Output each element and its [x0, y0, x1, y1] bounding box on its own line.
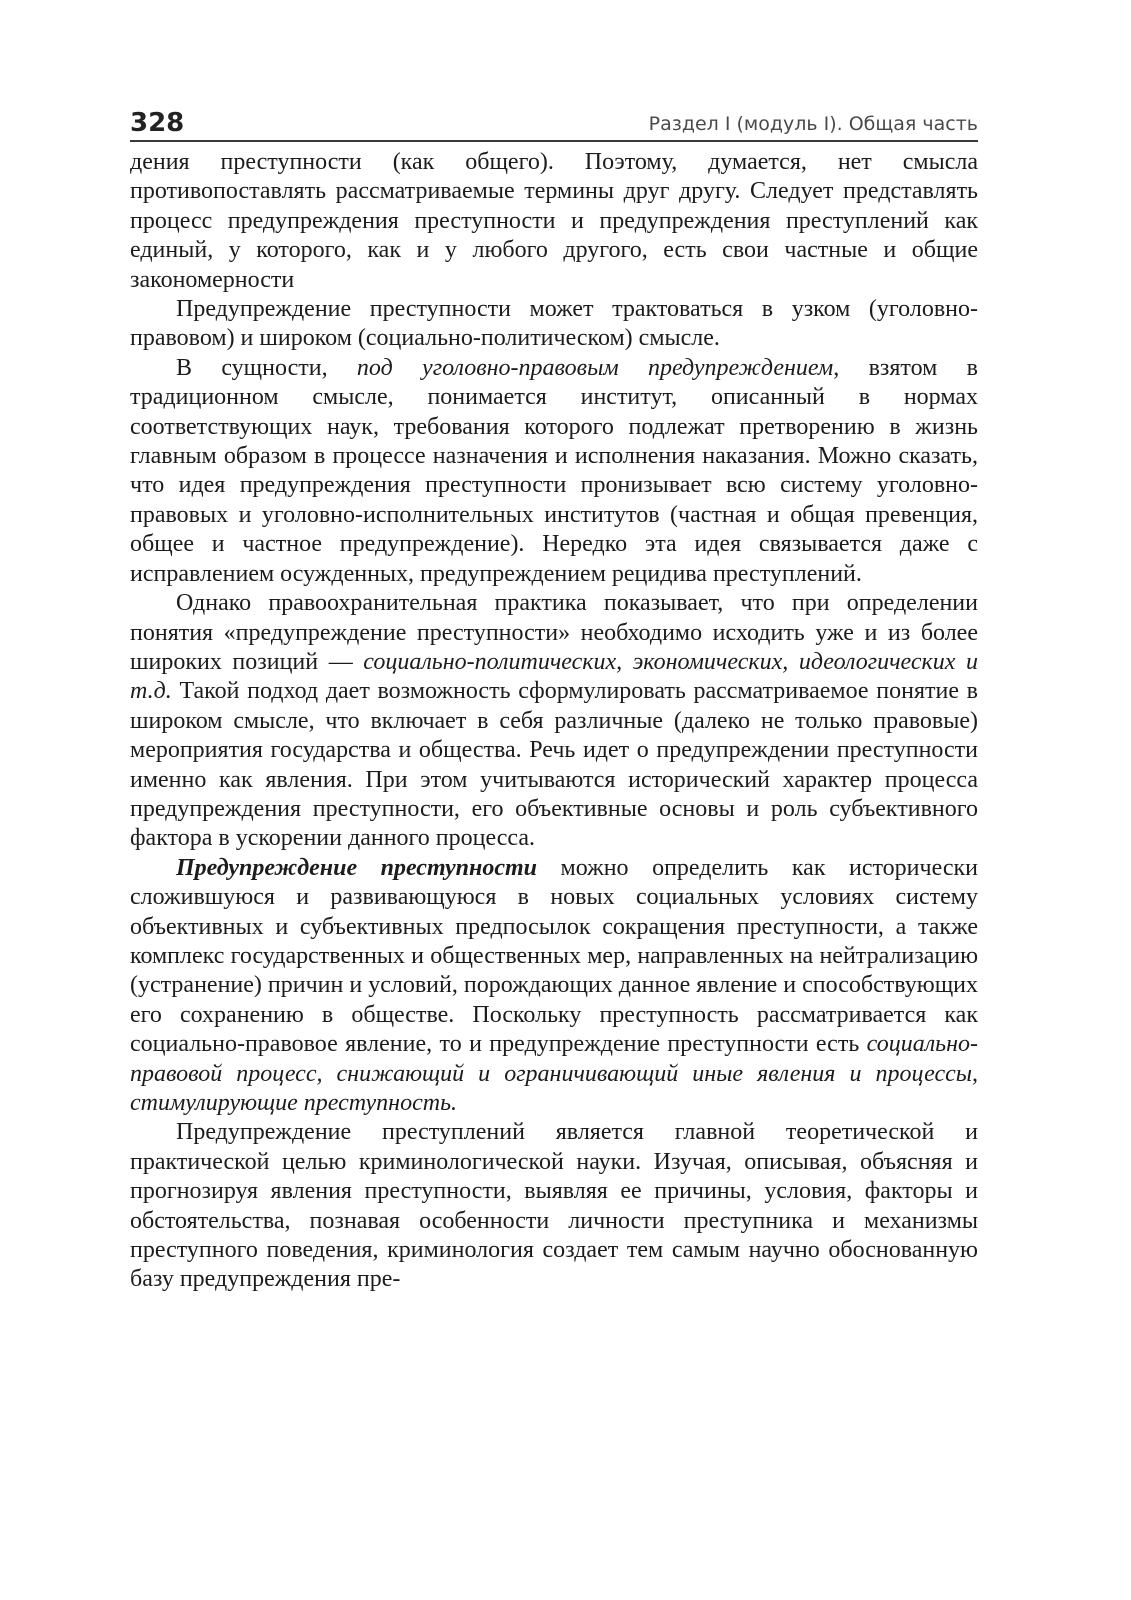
text-run: дения преступности (как общего). Поэтому, думается, нет смысла противопоставлять рассматриваемые термины друг другу. Следует представлять процесс предупреждения преступности и предупреждения преступлений как единый, у которого, как и у любого другого, есть свои частные и общие закономерности	[130, 149, 978, 293]
paragraph-4	[130, 589, 978, 854]
paragraph-3	[130, 354, 978, 589]
italic-term: под уголовно-правовым предупреждением	[356, 354, 834, 381]
italic-term: социально-правовой процесс, снижающий и ограничивающий иные явления и процессы, стимулирующие преступность.	[130, 1031, 978, 1116]
definition-term: Предупреждение преступности	[176, 854, 538, 881]
body-text	[130, 148, 978, 1295]
text-run: Предупреждение преступлений является главной теоретической и практической целью криминологической науки. Изучая, описывая, объясняя и прогнозируя явления преступности, выявляя ее причины, условия, факторы и обстоятельства, познавая особенности личности преступника и механизмы преступного поведения, криминология создает тем самым научно обоснованную базу предупреждения пре-	[130, 1119, 978, 1293]
text-run: можно определить как исторически сложившуюся и развивающуюся в новых социальных условиях систему объективных и субъективных предпосылок сокращения преступности, а также комплекс государственных и общественных мер, направленных на нейтрализацию (устранение) причин и условий, порождающих данное явление и способствующих его сохранению в обществе. Поскольку преступность рассматривается как социально-правовое явление, то и предупреждение преступности есть	[130, 854, 979, 1058]
text-run: , взятом в традиционном смысле, понимается институт, описанный в нормах соответствующих наук, требования которого подлежат претворению в жизнь главным образом в процессе назначения и исполнения наказания. Можно сказать, что идея предупреждения преступности пронизывает всю систему уголовно-правовых и уголовно-исполнительных институтов (частная и общая превенция, общее и частное предупреждение). Нередко эта идея связывается даже с исправлением осужденных, предупреждением рецидива преступлений.	[130, 354, 978, 587]
text-run: Однако правоохранительная практика показывает, что при определении понятия «предупреждение преступности» необходимо исходить уже и из более широких позиций —	[130, 590, 978, 675]
page-number: 328	[130, 108, 185, 138]
text-run: Предупреждение преступности может трактоваться в узком (уголовно-правовом) и широком (социально-политическом) смысле.	[130, 296, 978, 352]
italic-term: социально-политических, экономических, идеологических и т.д.	[130, 648, 979, 705]
running-head: Раздел I (модуль I). Общая часть	[648, 113, 978, 135]
page-header	[130, 104, 978, 142]
paragraph-6	[130, 1118, 978, 1294]
paragraph-1	[130, 148, 978, 295]
paragraph-5	[130, 854, 978, 1119]
text-run: В сущности,	[176, 354, 357, 381]
paragraph-2	[130, 295, 978, 354]
book-page	[130, 104, 978, 1295]
text-run: Такой подход дает возможность сформулировать рассматриваемое понятие в широком смысле, что включает в себя различные (далеко не только правовые) мероприятия государства и общества. Речь идет о предупреждении преступности именно как явления. При этом учитываются исторический характер процесса предупреждения преступности, его объективные основы и роль субъективного фактора в ускорении данного процесса.	[130, 678, 978, 852]
